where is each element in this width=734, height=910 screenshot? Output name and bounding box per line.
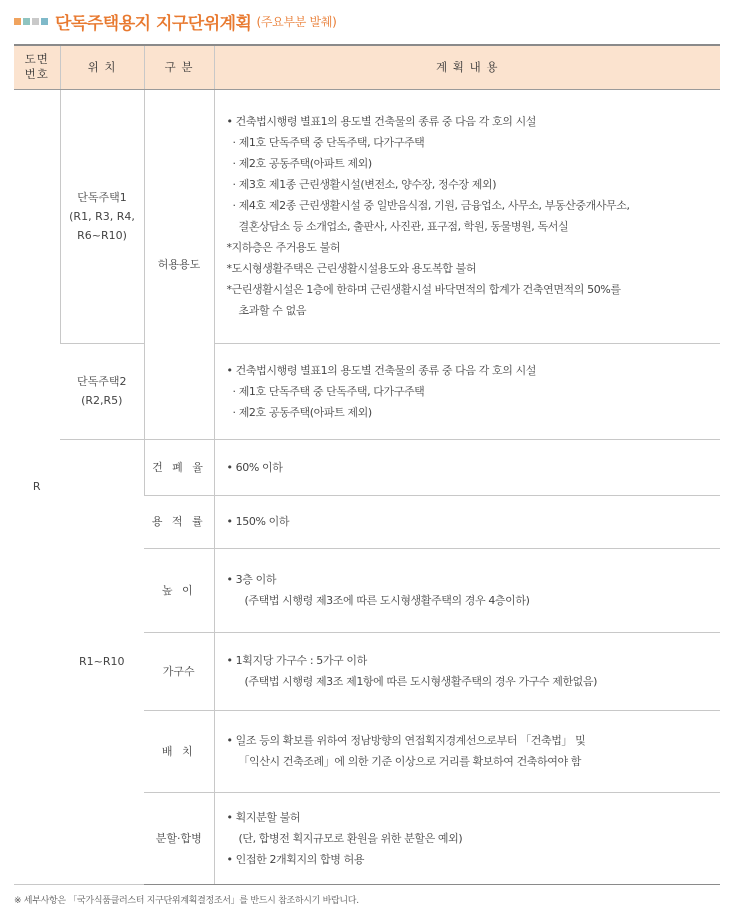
drawing-no-cell: R	[14, 89, 60, 884]
content-line: • 3층 이하	[226, 573, 277, 586]
header-content: 계 획 내 용	[214, 45, 720, 89]
content-line: • 건축법시행령 별표1의 용도별 건축물의 종류 중 다음 각 호의 시설	[226, 115, 537, 128]
table-row	[14, 89, 720, 343]
title-square-3	[32, 18, 39, 25]
table-header-row	[14, 45, 720, 89]
category-cell-coverage: 건 폐 율	[144, 439, 214, 495]
header-drawing-no-line2: 번호	[24, 67, 49, 82]
content-line: • 1획지당 가구수 : 5가구 이하	[226, 654, 367, 667]
category-cell-allowed-use: 허용용도	[144, 89, 214, 439]
content-cell-height	[214, 548, 720, 632]
content-cell-layout	[214, 710, 720, 792]
title-square-4	[41, 18, 48, 25]
content-line: (주택법 시행령 제3조 제1항에 따른 도시형생활주택의 경우 가구수 제한없음)	[244, 675, 598, 688]
content-line: · 제4호 제2종 근린생활시설 중 일반음식점, 기원, 금융업소, 사무소, 부동산중개사무소,	[232, 199, 630, 212]
location-cell-group3: R1~R10	[60, 439, 144, 884]
title-square-2	[23, 18, 30, 25]
category-cell-layout: 배 치	[144, 710, 214, 792]
content-line: · 제2호 공동주택(아파트 제외)	[232, 157, 372, 170]
content-line: · 제1호 단독주택 중 단독주택, 다가구주택	[232, 136, 425, 149]
page-subtitle: (주요부분 발췌)	[256, 14, 337, 29]
header-drawing-no-line1: 도면	[24, 52, 49, 67]
title-bar	[14, 8, 337, 34]
content-line: · 제1호 단독주택 중 단독주택, 다가구주택	[232, 384, 425, 398]
location-line: (R1, R3, R4,	[69, 209, 135, 223]
table-row	[14, 343, 720, 439]
location-line: 단독주택1	[77, 190, 127, 204]
content-line: *지하층은 주거용도 불허	[226, 241, 341, 254]
location-line: R6~R10)	[77, 228, 127, 242]
content-cell-far	[214, 495, 720, 548]
content-line: 초과할 수 없음	[238, 304, 307, 317]
content-line: (단, 합병전 획지규모로 환원을 위한 분할은 예외)	[238, 831, 463, 845]
content-line: • 획지분할 불허	[226, 810, 301, 824]
content-line: 결혼상담소 등 소개업소, 출판사, 사진관, 표구점, 학원, 동물병원, 독서실	[238, 220, 569, 233]
header-drawing-no	[14, 45, 60, 89]
footnote: ※ 세부사항은 「국가식품클러스터 지구단위계획결정조서」를 반드시 참조하시기 바랍니다.	[14, 896, 359, 906]
location-line: (R2,R5)	[81, 394, 123, 407]
location-cell-group2	[60, 343, 144, 439]
header-category: 구 분	[144, 45, 214, 89]
content-cell-allowed-use-1	[214, 89, 720, 343]
content-cell-allowed-use-2	[214, 343, 720, 439]
content-line: · 제3호 제1종 근린생활시설(변전소, 양수장, 정수장 제외)	[232, 178, 497, 191]
content-line: • 일조 등의 확보를 위하여 정남방향의 연접획지경계선으로부터 「건축법」 및	[226, 734, 586, 747]
content-line: 「익산시 건축조례」에 의한 기준 이상으로 거리를 확보하여 건축하여야 함	[238, 755, 582, 768]
location-cell-group1	[60, 89, 144, 343]
content-cell-division	[214, 792, 720, 884]
content-line: (주택법 시행령 제3조에 따른 도시형생활주택의 경우 4층이하)	[244, 594, 530, 607]
location-line: 단독주택2	[76, 375, 127, 388]
category-cell-far: 용 적 률	[144, 495, 214, 548]
content-line: • 60% 이하	[226, 460, 283, 474]
category-cell-division: 분할·합병	[144, 792, 214, 884]
table-row	[14, 439, 720, 495]
category-cell-height: 높 이	[144, 548, 214, 632]
title-decoration-squares	[14, 18, 48, 25]
content-line: • 건축법시행령 별표1의 용도별 건축물의 종류 중 다음 각 호의 시설	[226, 363, 537, 377]
content-line: • 인접한 2개획지의 합병 허용	[226, 852, 365, 866]
content-line: • 150% 이하	[226, 515, 290, 528]
content-line: *근린생활시설은 1층에 한하며 근린생활시설 바닥면적의 합계가 건축연면적의 50%를	[226, 283, 621, 296]
title-square-1	[14, 18, 21, 25]
content-line: *도시형생활주택은 근린생활시설용도와 용도복합 불허	[226, 262, 477, 275]
plan-table	[14, 44, 720, 885]
header-location: 위 치	[60, 45, 144, 89]
content-cell-coverage	[214, 439, 720, 495]
category-cell-households: 가구수	[144, 632, 214, 710]
page-title: 단독주택용지 지구단위계획	[55, 13, 252, 34]
content-line: · 제2호 공동주택(아파트 제외)	[232, 405, 372, 419]
content-cell-households	[214, 632, 720, 710]
